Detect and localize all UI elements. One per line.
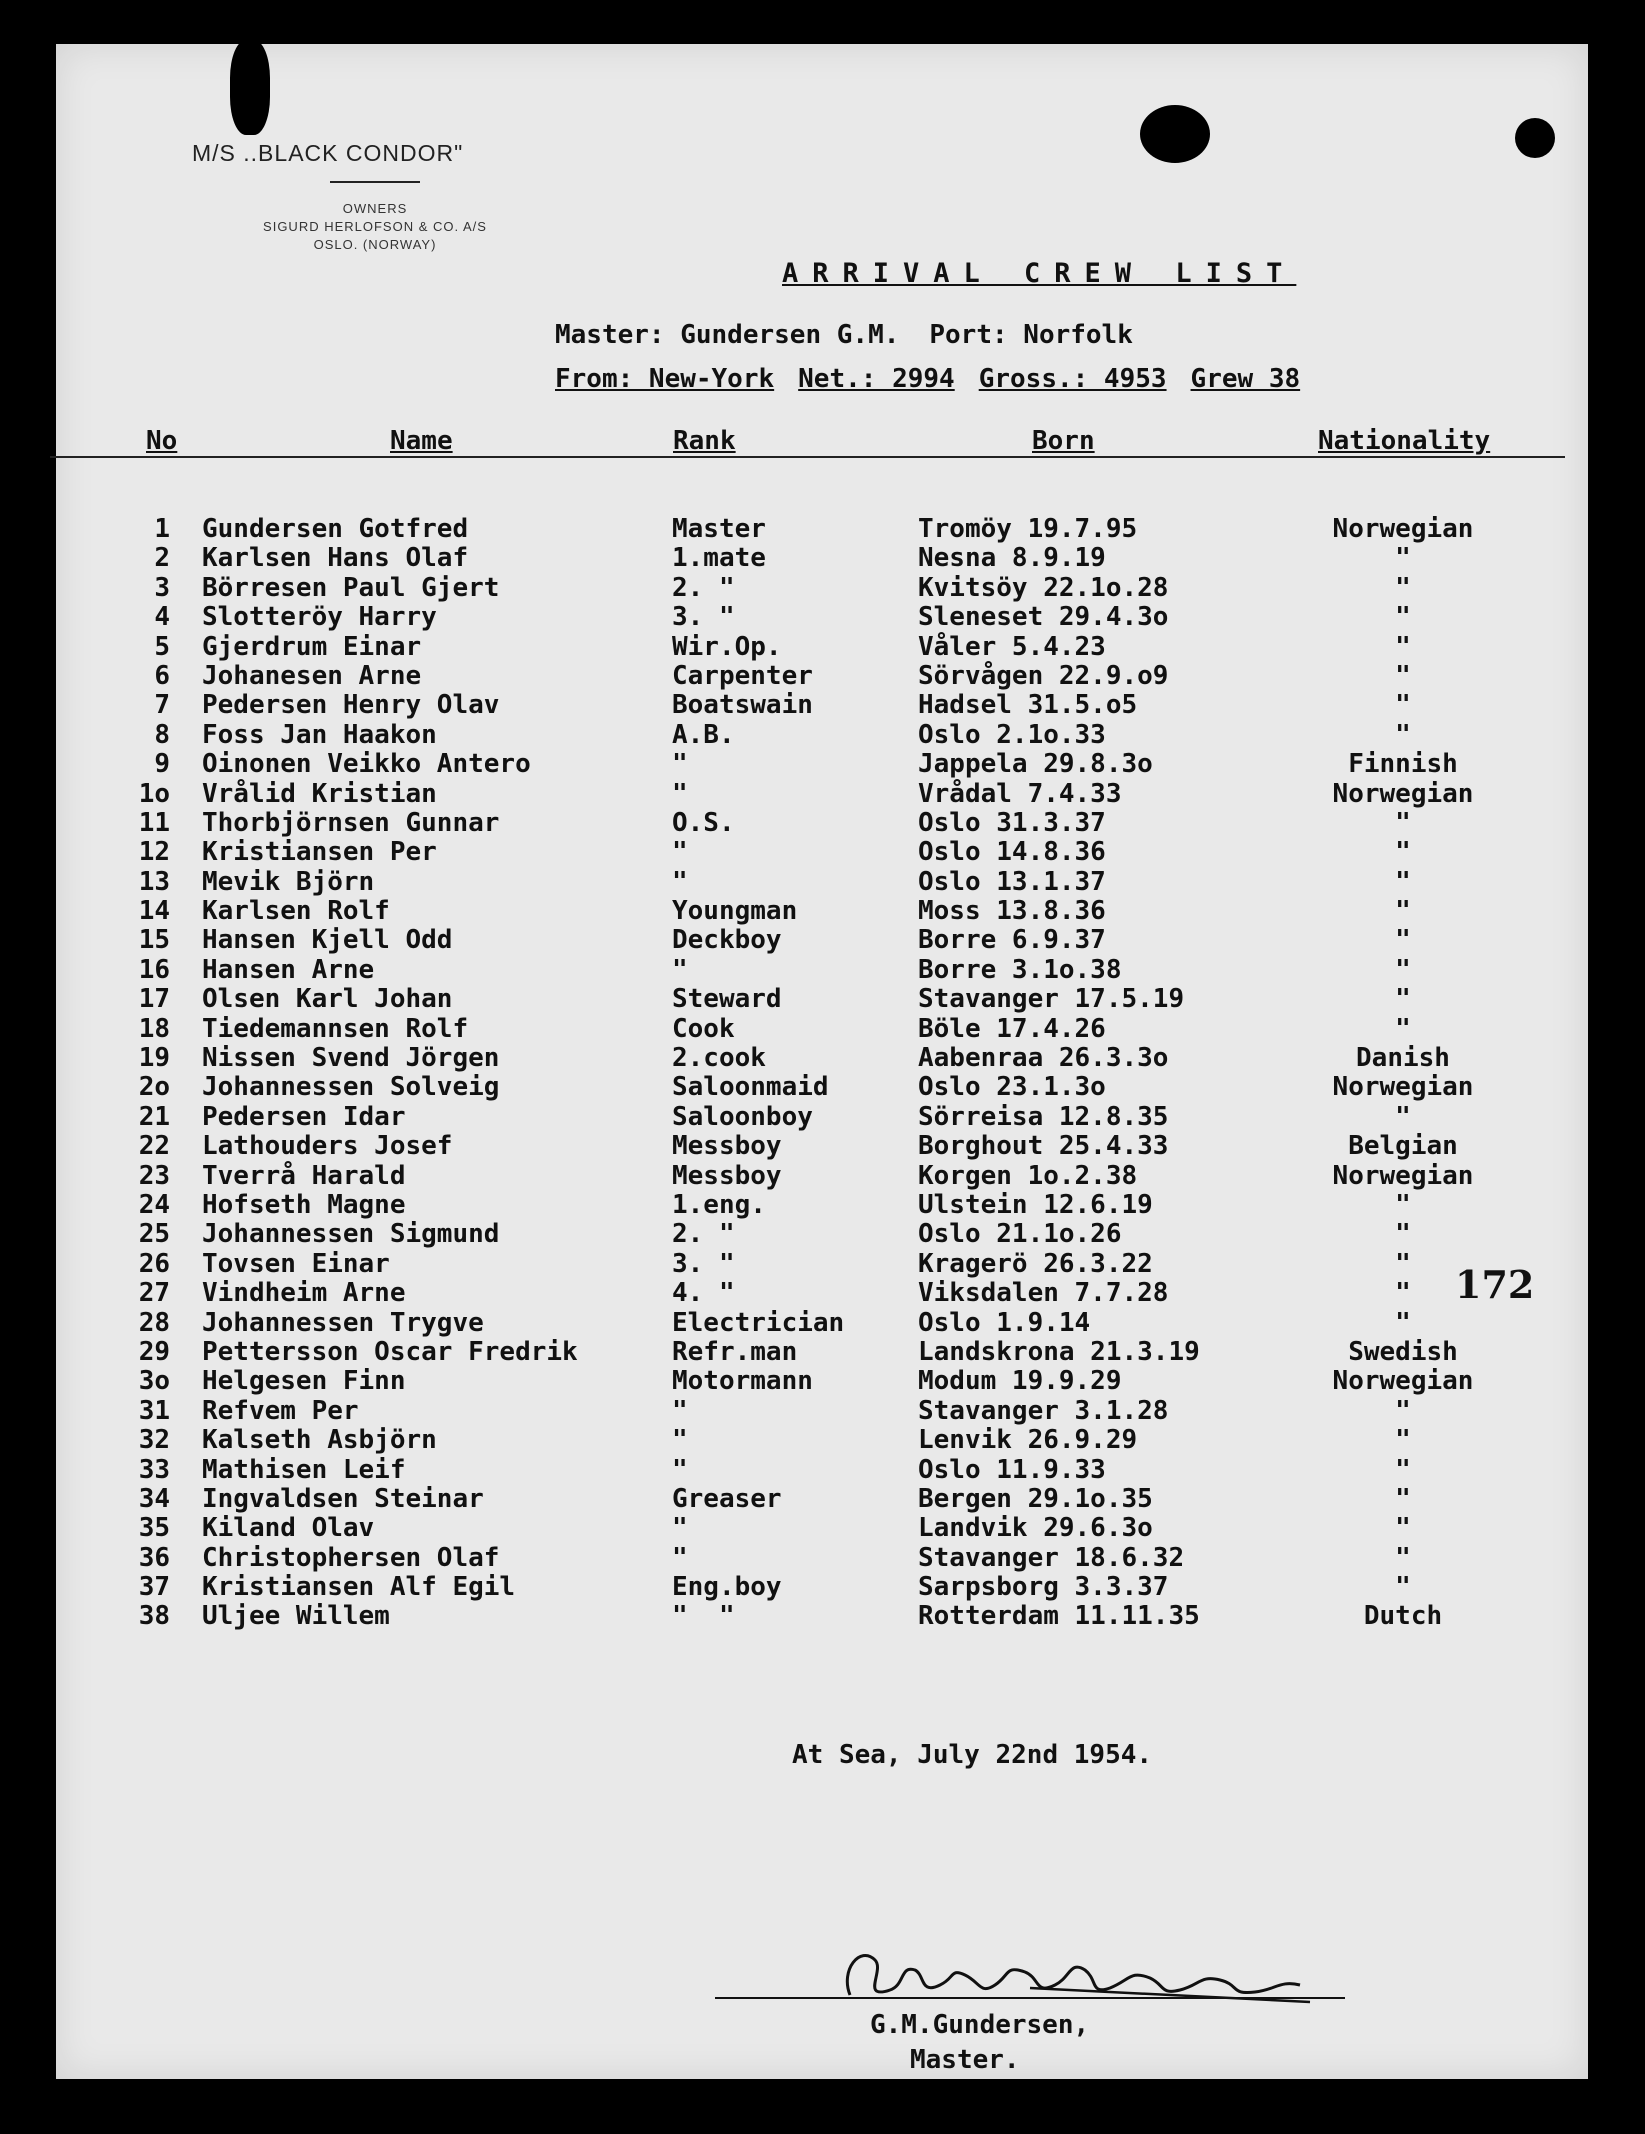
crew-row (0, 544, 1645, 573)
crew-name: Hansen Kjell Odd (202, 925, 453, 956)
crew-rank: Electrician (672, 1307, 845, 1338)
column-header-name: Name (390, 426, 453, 456)
crew-row (0, 809, 1645, 838)
crew-born: Jappela 29.8.3o (918, 749, 1153, 780)
crew-number: 17 (138, 984, 170, 1015)
crew-row (0, 1426, 1645, 1455)
owners-label: OWNERS (342, 201, 408, 216)
crew-name: Tverrå Harald (202, 1160, 406, 1191)
crew-number: 1o (138, 778, 170, 809)
crew-name: Gjerdrum Einar (202, 631, 422, 662)
crew-number: 32 (138, 1425, 170, 1456)
crew-born: Landvik 29.6.3o (918, 1513, 1153, 1544)
crew-born: Oslo 13.1.37 (918, 866, 1106, 897)
crew-row (0, 1044, 1645, 1073)
crew-born: Böle 17.4.26 (918, 1013, 1106, 1044)
crew-number: 26 (138, 1248, 170, 1279)
crew-row (0, 1073, 1645, 1102)
crew-nationality: Norwegian (1332, 1072, 1474, 1103)
crew-nationality: " (1395, 837, 1411, 868)
crew-number: 2o (138, 1072, 170, 1103)
crew-born: Tromöy 19.7.95 (918, 514, 1138, 544)
crew-name: Johannessen Trygve (202, 1307, 484, 1338)
crew-name: Vindheim Arne (202, 1278, 406, 1309)
punch-hole (1515, 118, 1555, 158)
gross-field: Gross.: 4953 (978, 364, 1167, 394)
crew-number: 8 (154, 719, 170, 750)
crew-rank: 1.eng. (672, 1189, 766, 1220)
crew-number: 27 (138, 1278, 170, 1309)
crew-name: Christophersen Olaf (202, 1542, 500, 1573)
crew-count-field: Grew 38 (1190, 364, 1301, 394)
crew-number: 3 (154, 572, 170, 603)
crew-number: 11 (138, 807, 170, 838)
crew-rank: " (672, 866, 688, 897)
crew-rank: Carpenter (672, 660, 813, 691)
crew-nationality: Dutch (1363, 1601, 1443, 1632)
crew-row (0, 1220, 1645, 1249)
crew-born: Oslo 11.9.33 (918, 1454, 1106, 1485)
crew-name: Pedersen Idar (202, 1101, 406, 1132)
crew-name: Kalseth Asbjörn (202, 1425, 437, 1456)
crew-row (0, 838, 1645, 867)
master-port-line (555, 320, 1133, 350)
signer-title: Master. (910, 2045, 1020, 2075)
crew-number: 23 (138, 1160, 170, 1191)
crew-number: 21 (138, 1101, 170, 1132)
place-date: At Sea, July 22nd 1954. (792, 1740, 1153, 1770)
crew-born: Sarpsborg 3.3.37 (918, 1572, 1169, 1603)
crew-number: 14 (138, 896, 170, 927)
crew-born: Stavanger 17.5.19 (918, 984, 1185, 1015)
crew-nationality: Norwegian (1332, 1366, 1474, 1397)
crew-name: Nissen Svend Jörgen (202, 1043, 500, 1074)
crew-rank: " (672, 1513, 688, 1544)
owner-company: SIGURD HERLOFSON & CO. A/S (263, 219, 487, 234)
crew-number: 34 (138, 1483, 170, 1514)
crew-name: Hofseth Magne (202, 1189, 406, 1220)
punch-hole (1140, 105, 1210, 163)
crew-born: Borre 6.9.37 (918, 925, 1106, 956)
crew-born: Borghout 25.4.33 (918, 1131, 1169, 1162)
crew-row (0, 1367, 1645, 1396)
from-field: From: New-York (555, 364, 775, 394)
crew-row (0, 1250, 1645, 1279)
crew-born: Borre 3.1o.38 (918, 954, 1122, 985)
crew-born: Landskrona 21.3.19 (918, 1336, 1200, 1367)
crew-nationality: " (1395, 1219, 1411, 1250)
crew-row (0, 897, 1645, 926)
crew-nationality: Norwegian (1332, 778, 1474, 809)
crew-nationality: " (1395, 1395, 1411, 1426)
crew-row (0, 1015, 1645, 1044)
crew-nationality: Norwegian (1332, 514, 1474, 544)
crew-nationality: Danish (1356, 1043, 1450, 1074)
crew-born: Bergen 29.1o.35 (918, 1483, 1153, 1514)
crew-nationality: " (1395, 1425, 1411, 1456)
crew-row (0, 633, 1645, 662)
crew-born: Oslo 21.1o.26 (918, 1219, 1122, 1250)
crew-nationality: " (1395, 1454, 1411, 1485)
crew-name: Olsen Karl Johan (202, 984, 453, 1015)
crew-number: 9 (154, 749, 170, 780)
page-number: 172 (1455, 1262, 1535, 1307)
crew-born: Sleneset 29.4.3o (918, 602, 1169, 633)
crew-name: Helgesen Finn (202, 1366, 406, 1397)
crew-rank: 2. " (672, 1219, 735, 1250)
crew-nationality: " (1395, 631, 1411, 662)
crew-rank: " (672, 954, 688, 985)
crew-born: Lenvik 26.9.29 (918, 1425, 1138, 1456)
crew-nationality: " (1395, 543, 1411, 574)
crew-nationality: " (1395, 1483, 1411, 1514)
crew-nationality: " (1395, 572, 1411, 603)
crew-name: Mevik Björn (202, 866, 375, 897)
master-field: Master: Gundersen G.M. (555, 320, 900, 350)
crew-born: Stavanger 18.6.32 (918, 1542, 1185, 1573)
crew-name: Thorbjörnsen Gunnar (202, 807, 500, 838)
crew-rank: " (672, 1395, 688, 1426)
crew-number: 31 (138, 1395, 170, 1426)
crew-name: Kiland Olav (202, 1513, 375, 1544)
crew-row (0, 574, 1645, 603)
crew-rank: Cook (672, 1013, 735, 1044)
crew-rank: " (672, 778, 688, 809)
crew-row (0, 1103, 1645, 1132)
crew-born: Våler 5.4.23 (918, 631, 1106, 662)
crew-rank: A.B. (672, 719, 735, 750)
crew-rank: O.S. (672, 807, 735, 838)
crew-number: 18 (138, 1013, 170, 1044)
document-title: ARRIVAL CREW LIST (782, 258, 1297, 289)
crew-nationality: " (1395, 1542, 1411, 1573)
crew-number: 5 (154, 631, 170, 662)
crew-rank: " (672, 837, 688, 868)
crew-number: 37 (138, 1572, 170, 1603)
crew-number: 25 (138, 1219, 170, 1250)
crew-name: Karlsen Rolf (202, 896, 390, 927)
crew-number: 7 (154, 690, 170, 721)
crew-nationality: Swedish (1348, 1336, 1458, 1367)
crew-name: Johanesen Arne (202, 660, 422, 691)
crew-rank: " " (672, 1601, 735, 1632)
column-header-rank: Rank (673, 426, 736, 456)
crew-rank: Messboy (672, 1160, 782, 1191)
ship-name: M/S ..BLACK CONDOR" (192, 140, 464, 166)
crew-born: Ulstein 12.6.19 (918, 1189, 1153, 1220)
crew-name: Kristiansen Alf Egil (202, 1572, 516, 1603)
crew-number: 36 (138, 1542, 170, 1573)
crew-name: Pedersen Henry Olav (202, 690, 500, 721)
crew-born: Vrådal 7.4.33 (918, 778, 1122, 809)
crew-name: Johannessen Solveig (202, 1072, 500, 1103)
crew-name: Tiedemannsen Rolf (202, 1013, 469, 1044)
crew-name: Refvem Per (202, 1395, 359, 1426)
crew-born: Viksdalen 7.7.28 (918, 1278, 1169, 1309)
crew-rank: Refr.man (672, 1336, 798, 1367)
crew-rank: " (672, 1425, 688, 1456)
crew-number: 4 (154, 602, 170, 633)
crew-nationality: " (1395, 602, 1411, 633)
crew-number: 15 (138, 925, 170, 956)
crew-row (0, 1397, 1645, 1426)
crew-born: Oslo 23.1.3o (918, 1072, 1106, 1103)
punch-hole (230, 40, 270, 135)
crew-rank: 1.mate (672, 543, 766, 574)
crew-rank: " (672, 749, 688, 780)
crew-row (0, 1456, 1645, 1485)
crew-nationality: " (1395, 984, 1411, 1015)
crew-row (0, 662, 1645, 691)
crew-row (0, 1544, 1645, 1573)
crew-nationality: Belgian (1348, 1131, 1458, 1162)
owner-city: OSLO. (NORWAY) (313, 237, 437, 252)
crew-born: Oslo 1.9.14 (918, 1307, 1091, 1338)
crew-number: 29 (138, 1336, 170, 1367)
crew-row (0, 1279, 1645, 1308)
crew-name: Hansen Arne (202, 954, 375, 985)
crew-name: Johannessen Sigmund (202, 1219, 500, 1250)
crew-born: Oslo 14.8.36 (918, 837, 1106, 868)
crew-rank: 2. " (672, 572, 735, 603)
signature-line (715, 1997, 1345, 1999)
crew-nationality: " (1395, 1513, 1411, 1544)
crew-nationality: " (1395, 925, 1411, 956)
crew-row (0, 1338, 1645, 1367)
crew-born: Oslo 31.3.37 (918, 807, 1106, 838)
crew-nationality: " (1395, 690, 1411, 721)
crew-born: Rotterdam 11.11.35 (918, 1601, 1200, 1632)
crew-born: Moss 13.8.36 (918, 896, 1106, 927)
crew-nationality: " (1395, 1101, 1411, 1132)
crew-number: 33 (138, 1454, 170, 1485)
net-field: Net.: 2994 (798, 364, 955, 394)
crew-name: Tovsen Einar (202, 1248, 390, 1279)
crew-number: 24 (138, 1189, 170, 1220)
crew-row (0, 780, 1645, 809)
crew-number: 38 (138, 1601, 170, 1632)
letterhead-rule (330, 181, 420, 183)
crew-rank: Messboy (672, 1131, 782, 1162)
crew-row (0, 1514, 1645, 1543)
crew-rank: Eng.boy (672, 1572, 782, 1603)
crew-name: Ingvaldsen Steinar (202, 1483, 484, 1514)
crew-name: Slotteröy Harry (202, 602, 437, 633)
crew-rank: 4. " (672, 1278, 735, 1309)
crew-table (0, 515, 1645, 1632)
crew-row (0, 1573, 1645, 1602)
crew-name: Vrålid Kristian (202, 778, 437, 809)
crew-rank: 2.cook (672, 1043, 766, 1074)
column-header-born: Born (1032, 426, 1095, 456)
crew-born: Kvitsöy 22.1o.28 (918, 572, 1169, 603)
crew-row (0, 926, 1645, 955)
crew-number: 28 (138, 1307, 170, 1338)
crew-number: 16 (138, 954, 170, 985)
crew-row (0, 1485, 1645, 1514)
crew-nationality: " (1395, 866, 1411, 897)
crew-number: 2 (154, 543, 170, 574)
column-header-no: No (146, 426, 178, 456)
crew-nationality: " (1395, 1572, 1411, 1603)
crew-born: Sörreisa 12.8.35 (918, 1101, 1169, 1132)
crew-rank: Steward (672, 984, 782, 1015)
crew-rank: Wir.Op. (672, 631, 782, 662)
crew-name: Pettersson Oscar Fredrik (202, 1336, 578, 1367)
crew-nationality: " (1395, 1013, 1411, 1044)
crew-name: Uljee Willem (202, 1601, 390, 1632)
crew-row (0, 1602, 1645, 1631)
crew-rank: Motormann (672, 1366, 813, 1397)
crew-row (0, 985, 1645, 1014)
crew-row (0, 750, 1645, 779)
crew-nationality: " (1395, 1248, 1411, 1279)
crew-name: Lathouders Josef (202, 1131, 453, 1162)
crew-row (0, 691, 1645, 720)
crew-nationality: " (1395, 896, 1411, 927)
crew-nationality: " (1395, 807, 1411, 838)
crew-number: 12 (138, 837, 170, 868)
crew-row (0, 515, 1645, 544)
crew-number: 13 (138, 866, 170, 897)
crew-nationality: Norwegian (1332, 1160, 1474, 1191)
crew-born: Korgen 1o.2.38 (918, 1160, 1138, 1191)
crew-rank: Greaser (672, 1483, 782, 1514)
crew-nationality: " (1395, 719, 1411, 750)
crew-number: 22 (138, 1131, 170, 1162)
crew-name: Mathisen Leif (202, 1454, 406, 1485)
crew-nationality: " (1395, 1278, 1411, 1309)
crew-name: Foss Jan Haakon (202, 719, 437, 750)
crew-nationality: " (1395, 660, 1411, 691)
crew-born: Nesna 8.9.19 (918, 543, 1106, 574)
crew-number: 19 (138, 1043, 170, 1074)
crew-number: 6 (154, 660, 170, 691)
voyage-line (555, 364, 1324, 394)
crew-nationality: " (1395, 1189, 1411, 1220)
crew-number: 3o (138, 1366, 170, 1397)
crew-rank: Youngman (672, 896, 798, 927)
crew-row (0, 1309, 1645, 1338)
crew-name: Börresen Paul Gjert (202, 572, 500, 603)
crew-rank: " (672, 1542, 688, 1573)
crew-name: Gundersen Gotfred (202, 514, 469, 544)
crew-row (0, 956, 1645, 985)
crew-number: 1 (154, 514, 170, 544)
crew-rank: " (672, 1454, 688, 1485)
signer-name: G.M.Gundersen, (870, 2010, 1090, 2040)
handwritten-signature (830, 1940, 1350, 2020)
crew-row (0, 868, 1645, 897)
crew-born: Oslo 2.1o.33 (918, 719, 1106, 750)
crew-row (0, 1132, 1645, 1161)
crew-name: Karlsen Hans Olaf (202, 543, 469, 574)
column-header-nationality: Nationality (1318, 426, 1491, 456)
crew-rank: 3. " (672, 602, 735, 633)
port-field: Port: Norfolk (929, 320, 1133, 350)
crew-rank: Deckboy (672, 925, 782, 956)
crew-row (0, 721, 1645, 750)
crew-born: Sörvågen 22.9.o9 (918, 660, 1169, 691)
crew-name: Kristiansen Per (202, 837, 437, 868)
crew-row (0, 603, 1645, 632)
crew-rank: 3. " (672, 1248, 735, 1279)
owners-block (205, 200, 545, 254)
crew-name: Oinonen Veikko Antero (202, 749, 531, 780)
crew-nationality: Finnish (1348, 749, 1458, 780)
crew-rank: Saloonboy (672, 1101, 813, 1132)
crew-rank: Saloonmaid (672, 1072, 829, 1103)
crew-born: Stavanger 3.1.28 (918, 1395, 1169, 1426)
crew-nationality: " (1395, 954, 1411, 985)
crew-born: Kragerö 26.3.22 (918, 1248, 1153, 1279)
crew-born: Aabenraa 26.3.3o (918, 1043, 1169, 1074)
crew-rank: Boatswain (672, 690, 813, 721)
crew-number: 35 (138, 1513, 170, 1544)
header-rule (50, 456, 1565, 458)
crew-row (0, 1162, 1645, 1191)
crew-born: Modum 19.9.29 (918, 1366, 1122, 1397)
crew-nationality: " (1395, 1307, 1411, 1338)
crew-rank: Master (672, 514, 766, 544)
crew-row (0, 1191, 1645, 1220)
crew-born: Hadsel 31.5.o5 (918, 690, 1138, 721)
